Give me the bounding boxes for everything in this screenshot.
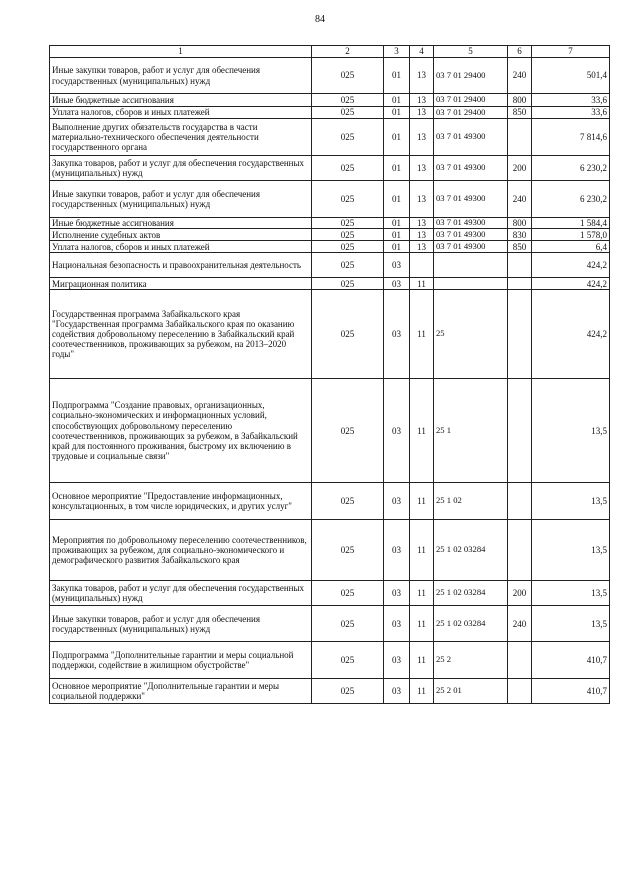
- table-row: [50, 520, 610, 581]
- target-article-code: [434, 253, 508, 278]
- amount: 7 814,6: [532, 119, 610, 156]
- subsection-code: 11: [410, 606, 434, 642]
- table-row: [50, 606, 610, 642]
- expense-type-code: [508, 379, 532, 483]
- row-name: Исполнение судебных актов: [50, 229, 312, 241]
- table-row: [50, 181, 610, 218]
- ministry-code: 025: [312, 483, 384, 520]
- ministry-code: 025: [312, 290, 384, 379]
- target-article-code: 25 2: [434, 642, 508, 679]
- expense-type-code: 850: [508, 241, 532, 253]
- amount: 410,7: [532, 679, 610, 704]
- amount: 33,6: [532, 94, 610, 107]
- section-code: 03: [384, 253, 410, 278]
- amount: 33,6: [532, 107, 610, 119]
- expense-type-code: [508, 642, 532, 679]
- expense-type-code: 800: [508, 94, 532, 107]
- target-article-code: 03 7 01 29400: [434, 94, 508, 107]
- row-name: Иные закупки товаров, работ и услуг для обеспечения государственных (муниципальных) нужд: [50, 58, 312, 94]
- section-code: 01: [384, 156, 410, 181]
- ministry-code: 025: [312, 581, 384, 606]
- expense-type-code: [508, 679, 532, 704]
- row-name: Подпрограмма "Создание правовых, организационных, социально-экономических и информационных условий, способствующих добровольному переселению соотечественников, проживающих за рубежом, в Забайкальский край для постоянного проживания, быстрому их включению в трудовые и социальные связи": [50, 379, 312, 483]
- expense-type-code: [508, 520, 532, 581]
- section-code: 01: [384, 241, 410, 253]
- budget-table: [49, 45, 610, 704]
- row-name: Уплата налогов, сборов и иных платежей: [50, 107, 312, 119]
- expense-type-code: 240: [508, 181, 532, 218]
- subsection-code: 13: [410, 107, 434, 119]
- amount: 501,4: [532, 58, 610, 94]
- subsection-code: [410, 253, 434, 278]
- row-name: Иные закупки товаров, работ и услуг для обеспечения государственных (муниципальных) нужд: [50, 181, 312, 218]
- column-header: 6: [508, 46, 532, 58]
- row-name: Иные бюджетные ассигнования: [50, 218, 312, 229]
- amount: 424,2: [532, 253, 610, 278]
- section-code: 03: [384, 379, 410, 483]
- ministry-code: 025: [312, 241, 384, 253]
- expense-type-code: [508, 253, 532, 278]
- column-header: 5: [434, 46, 508, 58]
- row-name: Подпрограмма "Дополнительные гарантии и меры социальной поддержки, содействие в жилищном обустройстве": [50, 642, 312, 679]
- row-name: Мероприятия по добровольному переселению соотечественников, проживающих за рубежом, для социально-экономического и демографического развития Забайкальского края: [50, 520, 312, 581]
- table-row: [50, 218, 610, 229]
- target-article-code: 03 7 01 49300: [434, 156, 508, 181]
- section-code: 01: [384, 218, 410, 229]
- section-code: 01: [384, 181, 410, 218]
- subsection-code: 13: [410, 229, 434, 241]
- amount: 13,5: [532, 483, 610, 520]
- amount: 1 578,0: [532, 229, 610, 241]
- target-article-code: 03 7 01 49300: [434, 218, 508, 229]
- table-row: [50, 290, 610, 379]
- subsection-code: 13: [410, 181, 434, 218]
- ministry-code: 025: [312, 58, 384, 94]
- target-article-code: 25 2 01: [434, 679, 508, 704]
- row-name: Миграционная политика: [50, 278, 312, 290]
- amount: 6 230,2: [532, 181, 610, 218]
- section-code: 03: [384, 278, 410, 290]
- row-name: Основное мероприятие "Дополнительные гарантии и меры социальной поддержки": [50, 679, 312, 704]
- table-row: [50, 241, 610, 253]
- expense-type-code: 200: [508, 156, 532, 181]
- subsection-code: 11: [410, 483, 434, 520]
- ministry-code: 025: [312, 156, 384, 181]
- column-header: 1: [50, 46, 312, 58]
- row-name: Закупка товаров, работ и услуг для обеспечения государственных (муниципальных) нужд: [50, 156, 312, 181]
- table-row: [50, 119, 610, 156]
- section-code: 01: [384, 119, 410, 156]
- table-row: [50, 679, 610, 704]
- target-article-code: 03 7 01 49300: [434, 119, 508, 156]
- ministry-code: 025: [312, 218, 384, 229]
- target-article-code: 03 7 01 29400: [434, 107, 508, 119]
- ministry-code: 025: [312, 520, 384, 581]
- column-header: 7: [532, 46, 610, 58]
- row-name: Выполнение других обязательств государства в части материально-технического обеспечения деятельности государственного органа: [50, 119, 312, 156]
- section-code: 01: [384, 229, 410, 241]
- section-code: 01: [384, 94, 410, 107]
- table-header-row: [50, 46, 610, 58]
- section-code: 03: [384, 642, 410, 679]
- ministry-code: 025: [312, 642, 384, 679]
- table-row: [50, 229, 610, 241]
- expense-type-code: [508, 119, 532, 156]
- amount: 13,5: [532, 581, 610, 606]
- subsection-code: 11: [410, 581, 434, 606]
- expense-type-code: [508, 290, 532, 379]
- section-code: 03: [384, 679, 410, 704]
- section-code: 03: [384, 483, 410, 520]
- subsection-code: 13: [410, 119, 434, 156]
- page-number: 84: [315, 14, 325, 25]
- row-name: Основное мероприятие "Предоставление информационных, консультационных, в том числе юридических, и других услуг": [50, 483, 312, 520]
- subsection-code: 11: [410, 520, 434, 581]
- amount: 424,2: [532, 290, 610, 379]
- table-row: [50, 253, 610, 278]
- subsection-code: 11: [410, 642, 434, 679]
- subsection-code: 13: [410, 156, 434, 181]
- section-code: 03: [384, 520, 410, 581]
- ministry-code: 025: [312, 229, 384, 241]
- subsection-code: 13: [410, 241, 434, 253]
- target-article-code: 25 1 02 03284: [434, 581, 508, 606]
- subsection-code: 13: [410, 94, 434, 107]
- amount: 6 230,2: [532, 156, 610, 181]
- subsection-code: 11: [410, 290, 434, 379]
- expense-type-code: [508, 483, 532, 520]
- table-row: [50, 642, 610, 679]
- row-name: Закупка товаров, работ и услуг для обеспечения государственных (муниципальных) нужд: [50, 581, 312, 606]
- table-row: [50, 379, 610, 483]
- section-code: 03: [384, 581, 410, 606]
- section-code: 03: [384, 606, 410, 642]
- target-article-code: 25 1 02 03284: [434, 520, 508, 581]
- ministry-code: 025: [312, 379, 384, 483]
- expense-type-code: [508, 278, 532, 290]
- section-code: 01: [384, 107, 410, 119]
- target-article-code: [434, 278, 508, 290]
- table-row: [50, 581, 610, 606]
- amount: 6,4: [532, 241, 610, 253]
- column-header: 4: [410, 46, 434, 58]
- column-header: 2: [312, 46, 384, 58]
- row-name: Иные закупки товаров, работ и услуг для обеспечения государственных (муниципальных) нужд: [50, 606, 312, 642]
- subsection-code: 11: [410, 379, 434, 483]
- section-code: 03: [384, 290, 410, 379]
- table-row: [50, 58, 610, 94]
- target-article-code: 25: [434, 290, 508, 379]
- row-name: Государственная программа Забайкальского края "Государственная программа Забайкальского края по оказанию содействия добровольному переселению в Забайкальский край соотечественников, проживающих за рубежом, на 2013–2020 годы": [50, 290, 312, 379]
- section-code: 01: [384, 58, 410, 94]
- table-row: [50, 107, 610, 119]
- expense-type-code: 240: [508, 606, 532, 642]
- ministry-code: 025: [312, 94, 384, 107]
- ministry-code: 025: [312, 181, 384, 218]
- subsection-code: 13: [410, 218, 434, 229]
- column-header: 3: [384, 46, 410, 58]
- expense-type-code: 240: [508, 58, 532, 94]
- row-name: Национальная безопасность и правоохранительная деятельность: [50, 253, 312, 278]
- ministry-code: 025: [312, 119, 384, 156]
- subsection-code: 11: [410, 679, 434, 704]
- expense-type-code: 200: [508, 581, 532, 606]
- table-row: [50, 278, 610, 290]
- target-article-code: 25 1: [434, 379, 508, 483]
- ministry-code: 025: [312, 278, 384, 290]
- ministry-code: 025: [312, 107, 384, 119]
- ministry-code: 025: [312, 253, 384, 278]
- subsection-code: 11: [410, 278, 434, 290]
- expense-type-code: 830: [508, 229, 532, 241]
- amount: 410,7: [532, 642, 610, 679]
- target-article-code: 03 7 01 49300: [434, 181, 508, 218]
- subsection-code: 13: [410, 58, 434, 94]
- table-row: [50, 156, 610, 181]
- target-article-code: 03 7 01 49300: [434, 229, 508, 241]
- amount: 1 584,4: [532, 218, 610, 229]
- amount: 13,5: [532, 606, 610, 642]
- target-article-code: 03 7 01 49300: [434, 241, 508, 253]
- table-row: [50, 94, 610, 107]
- expense-type-code: 800: [508, 218, 532, 229]
- target-article-code: 25 1 02 03284: [434, 606, 508, 642]
- expense-type-code: 850: [508, 107, 532, 119]
- row-name: Иные бюджетные ассигнования: [50, 94, 312, 107]
- ministry-code: 025: [312, 606, 384, 642]
- amount: 13,5: [532, 379, 610, 483]
- table-row: [50, 483, 610, 520]
- target-article-code: 25 1 02: [434, 483, 508, 520]
- amount: 424,2: [532, 278, 610, 290]
- target-article-code: 03 7 01 29400: [434, 58, 508, 94]
- row-name: Уплата налогов, сборов и иных платежей: [50, 241, 312, 253]
- amount: 13,5: [532, 520, 610, 581]
- ministry-code: 025: [312, 679, 384, 704]
